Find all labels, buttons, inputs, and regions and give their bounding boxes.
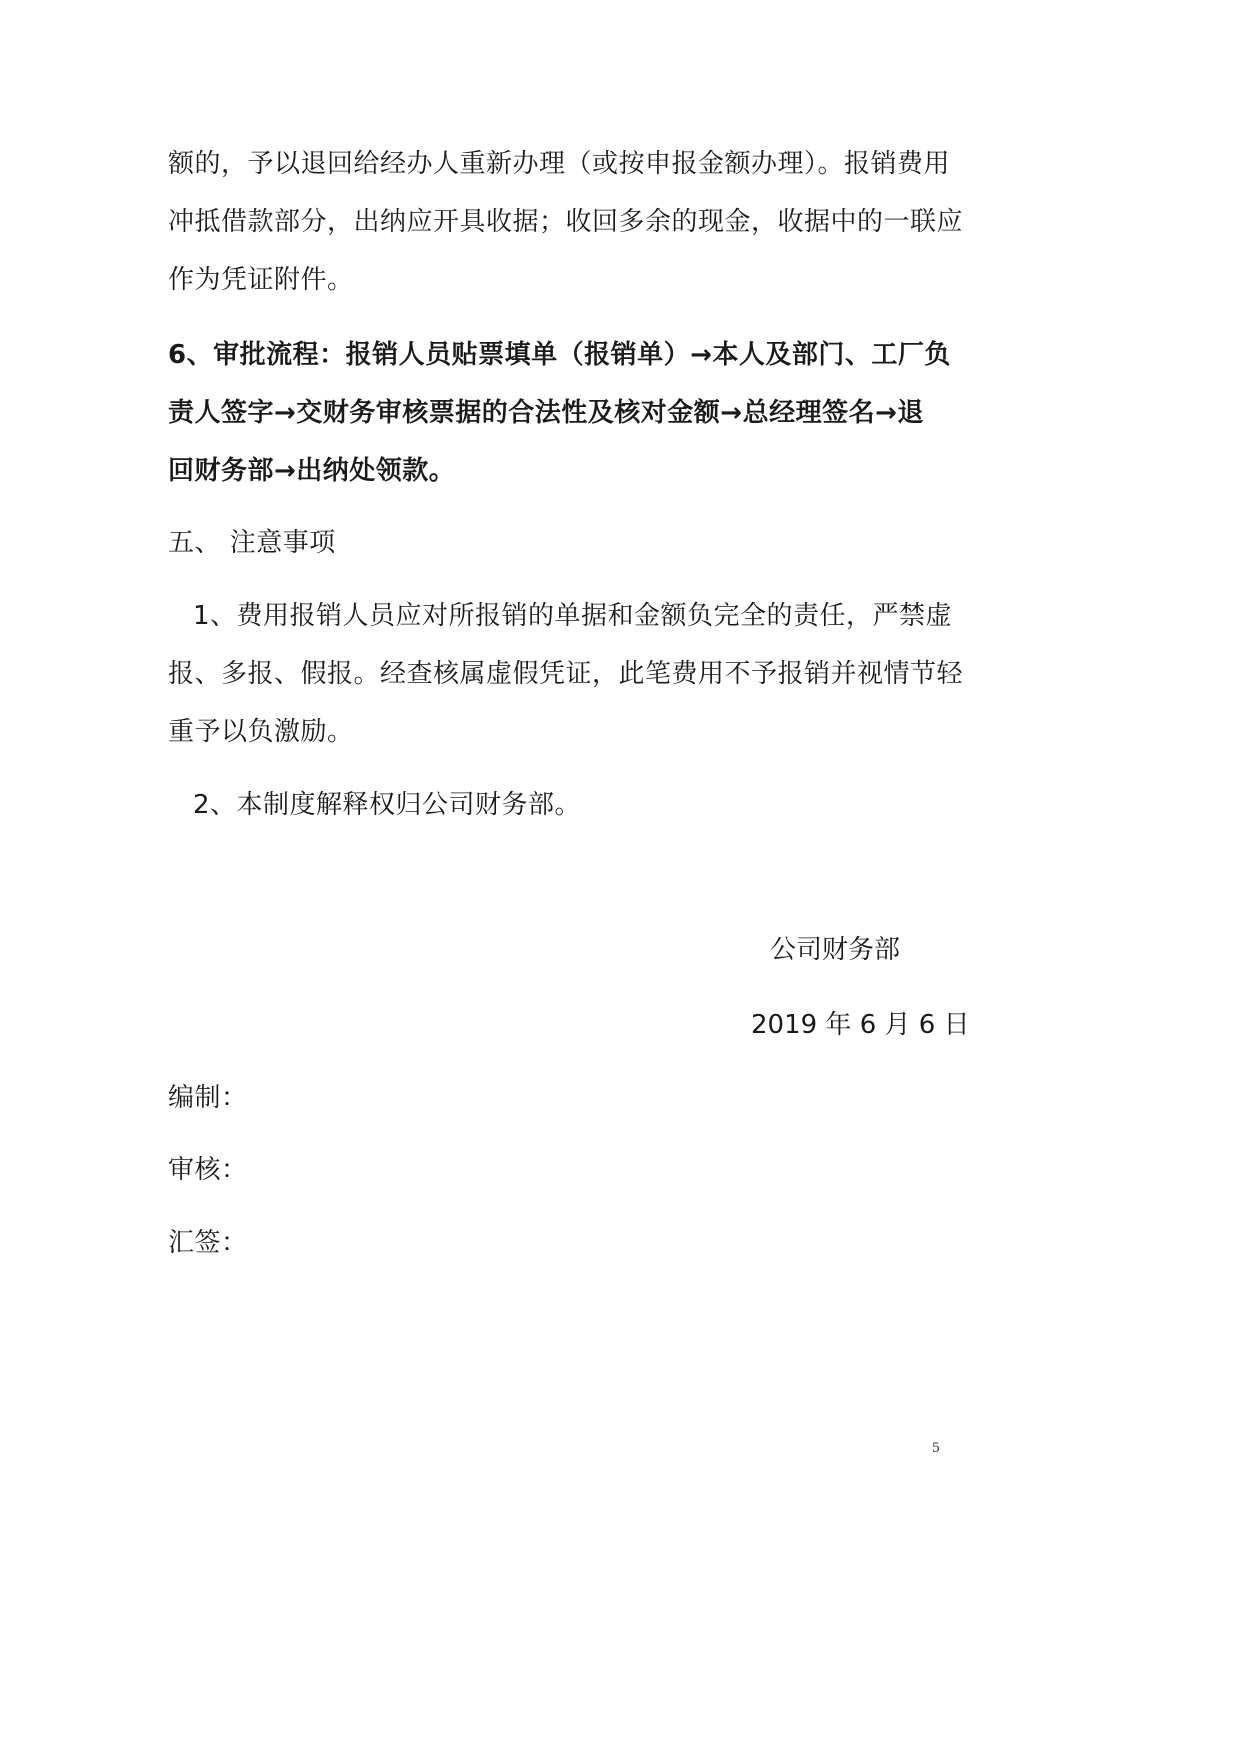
signoff-countersigned-label: 汇签：: [168, 1228, 248, 1258]
section-five-heading: 五、 注意事项: [168, 528, 336, 558]
page-number: 5: [931, 1441, 940, 1456]
approval-process-line-3: 回财务部→出纳处领款。: [168, 456, 456, 486]
signoff-prepared-label: 编制：: [168, 1083, 248, 1113]
signoff-reviewed-label: 审核：: [168, 1155, 248, 1185]
notice-item-1-line-3: 重予以负激励。: [168, 717, 354, 747]
signature-department: 公司财务部: [770, 935, 901, 965]
notice-item-1-line-2: 报、多报、假报。经查核属虚假凭证，此笔费用不予报销并视情节轻: [168, 659, 964, 689]
paragraph-tail-line-2: 冲抵借款部分，出纳应开具收据；收回多余的现金，收据中的一联应: [168, 207, 964, 237]
notice-item-2: 2、本制度解释权归公司财务部。: [193, 790, 582, 820]
paragraph-tail-line-1: 额的，予以退回给经办人重新办理（或按申报金额办理）。报销费用: [168, 149, 951, 179]
approval-process-line-1: 6、审批流程：报销人员贴票填单（报销单）→本人及部门、工厂负: [168, 340, 951, 370]
approval-process-line-2: 责人签字→交财务审核票据的合法性及核对金额→总经理签名→退: [168, 398, 924, 428]
signature-date: 2019 年 6 月 6 日: [751, 1010, 970, 1040]
paragraph-tail-line-3: 作为凭证附件。: [168, 265, 354, 295]
notice-item-1-line-1: 1、费用报销人员应对所报销的单据和金额负完全的责任，严禁虚: [193, 601, 953, 631]
